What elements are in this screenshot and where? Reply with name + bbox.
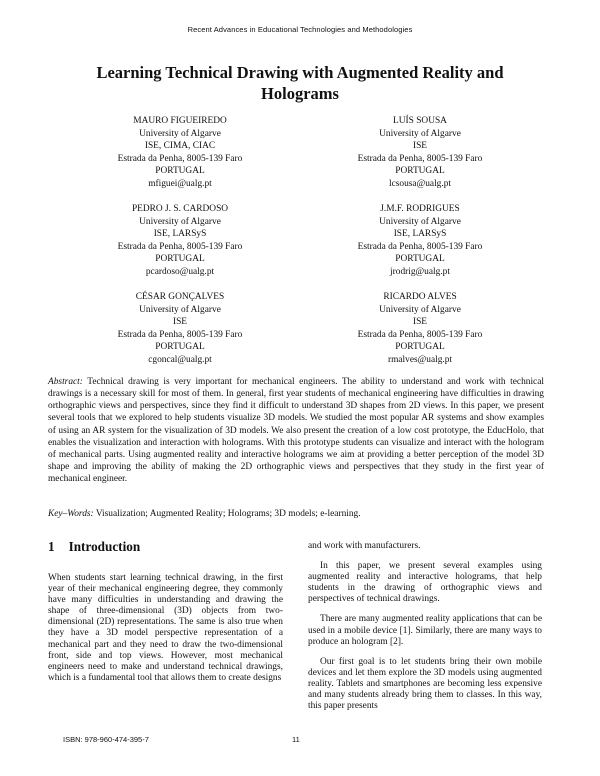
author-affiliation: University of Algarve [379, 304, 461, 315]
author-country: PORTUGAL [155, 166, 205, 177]
author-4 [300, 203, 540, 279]
author-affiliation: University of Algarve [379, 216, 461, 227]
isbn: ISBN: 978-960-474-395-7 [63, 735, 149, 744]
author-6 [300, 291, 540, 367]
section-title: Introduction [68, 539, 141, 554]
running-header: Recent Advances in Educational Technologies and Methodologies [187, 25, 413, 34]
author-address: Estrada da Penha, 8005-139 Faro [357, 329, 483, 340]
author-unit: ISE [412, 141, 428, 152]
keywords [48, 509, 544, 519]
author-name: PEDRO J. S. CARDOSO [131, 204, 229, 214]
author-email: lcsousa@ualg.pt [388, 178, 451, 189]
author-affiliation: University of Algarve [139, 304, 221, 315]
paragraph: There are many augmented reality applications that can be used in a mobile device [1]. Similarly, there are many ways to produce an hologram [2]. [308, 614, 542, 647]
paragraph: In this paper, we present several examples using augmented reality and interactive holograms, that help students in the drawing of orthographic views and perspectives of technical drawings. [308, 561, 542, 605]
author-email: pcardoso@ualg.pt [145, 266, 215, 277]
author-name: LUÍS SOUSA [393, 116, 447, 126]
author-3 [60, 203, 300, 279]
author-name: CÉSAR GONÇALVES [135, 292, 225, 302]
section-number: 1 [48, 539, 55, 554]
section-heading [48, 539, 140, 555]
author-1 [60, 115, 300, 191]
author-email: cgoncal@ualg.pt [148, 354, 212, 365]
author-country: PORTUGAL [155, 254, 205, 265]
author-address: Estrada da Penha, 8005-139 Faro [357, 153, 483, 164]
author-name: MAURO FIGUEIREDO [133, 116, 227, 126]
author-5 [60, 291, 300, 367]
abstract-text: Technical drawing is very important for mechanical engineers. The ability to understand and work with technical drawings is a necessary skill for most of them. In general, first year students of mechanical engineering have difficulties in drawing orthographic views and perspectives, since they find it difficult to understand 3D shapes from 2D views. In this paper, we present several tools that we explored to help students visualize 3D models. We studied the most popular AR systems and show examples of using an AR system for the visualization of 3D models. We also present the creation of a low cost prototype, the EducHolo, that enables the visualization and interaction with holograms. With this prototype students can visualize and interact with the hologram of mechanical parts. Using augmented reality and interactive holograms we aim at providing a better perception of the model 3D shape and improving the ability of making the 2D orthographic views and perspectives that they study in the first year of mechanical engineer. [48, 377, 544, 485]
author-unit: ISE, CIMA, CIAC [144, 141, 216, 152]
paragraph: When students start learning technical drawing, in the first year of their mechanical engineering degree, they commonly have many difficulties in understanding and drawing the shape of three-dimensional (3D) objects from two-dimensional (2D) representations. The same is also true when they have a 3D model perspective representation of a mechanical part and they need to draw the two-dimensional front, side and top views. However, most mechanical engineers need to make and understand technical drawings, which is a fundamental tool that allows them to create designs [48, 573, 283, 683]
author-unit: ISE [412, 317, 428, 328]
paper-title: Learning Technical Drawing with Augmented Reality and Holograms [96, 63, 504, 103]
author-address: Estrada da Penha, 8005-139 Faro [117, 241, 243, 252]
author-affiliation: University of Algarve [139, 216, 221, 227]
author-email: rmalves@ualg.pt [387, 354, 453, 365]
keywords-text: Visualization; Augmented Reality; Holograms; 3D models; e-learning. [95, 509, 361, 519]
author-2 [300, 115, 540, 191]
author-affiliation: University of Algarve [379, 128, 461, 139]
abstract-label: Abstract: [48, 377, 83, 387]
left-column [48, 573, 283, 693]
abstract [48, 376, 544, 485]
author-country: PORTUGAL [155, 342, 205, 353]
paragraph: Our first goal is to let students bring their own mobile devices and let them explore the 3D models using augmented reality. Tablets and smartphones are becoming less expensive and many students already bring them to classes. In this way, this paper presents [308, 656, 542, 712]
page-number: 11 [292, 735, 300, 744]
author-unit: ISE [172, 317, 188, 328]
author-unit: ISE, LARSyS [153, 229, 207, 240]
author-address: Estrada da Penha, 8005-139 Faro [357, 241, 483, 252]
author-affiliation: University of Algarve [139, 128, 221, 139]
keywords-label: Key–Words: [48, 509, 94, 519]
author-country: PORTUGAL [395, 342, 445, 353]
paragraph: and work with manufacturers. [308, 541, 421, 551]
author-unit: ISE, LARSyS [393, 229, 447, 240]
author-address: Estrada da Penha, 8005-139 Faro [117, 153, 243, 164]
right-column [308, 541, 542, 721]
author-address: Estrada da Penha, 8005-139 Faro [117, 329, 243, 340]
author-name: RICARDO ALVES [383, 292, 457, 302]
author-email: jrodrig@ualg.pt [390, 266, 450, 277]
author-name: J.M.F. RODRIGUES [380, 204, 460, 214]
author-country: PORTUGAL [395, 254, 445, 265]
author-country: PORTUGAL [395, 166, 445, 177]
author-email: mfiguei@ualg.pt [148, 178, 212, 189]
